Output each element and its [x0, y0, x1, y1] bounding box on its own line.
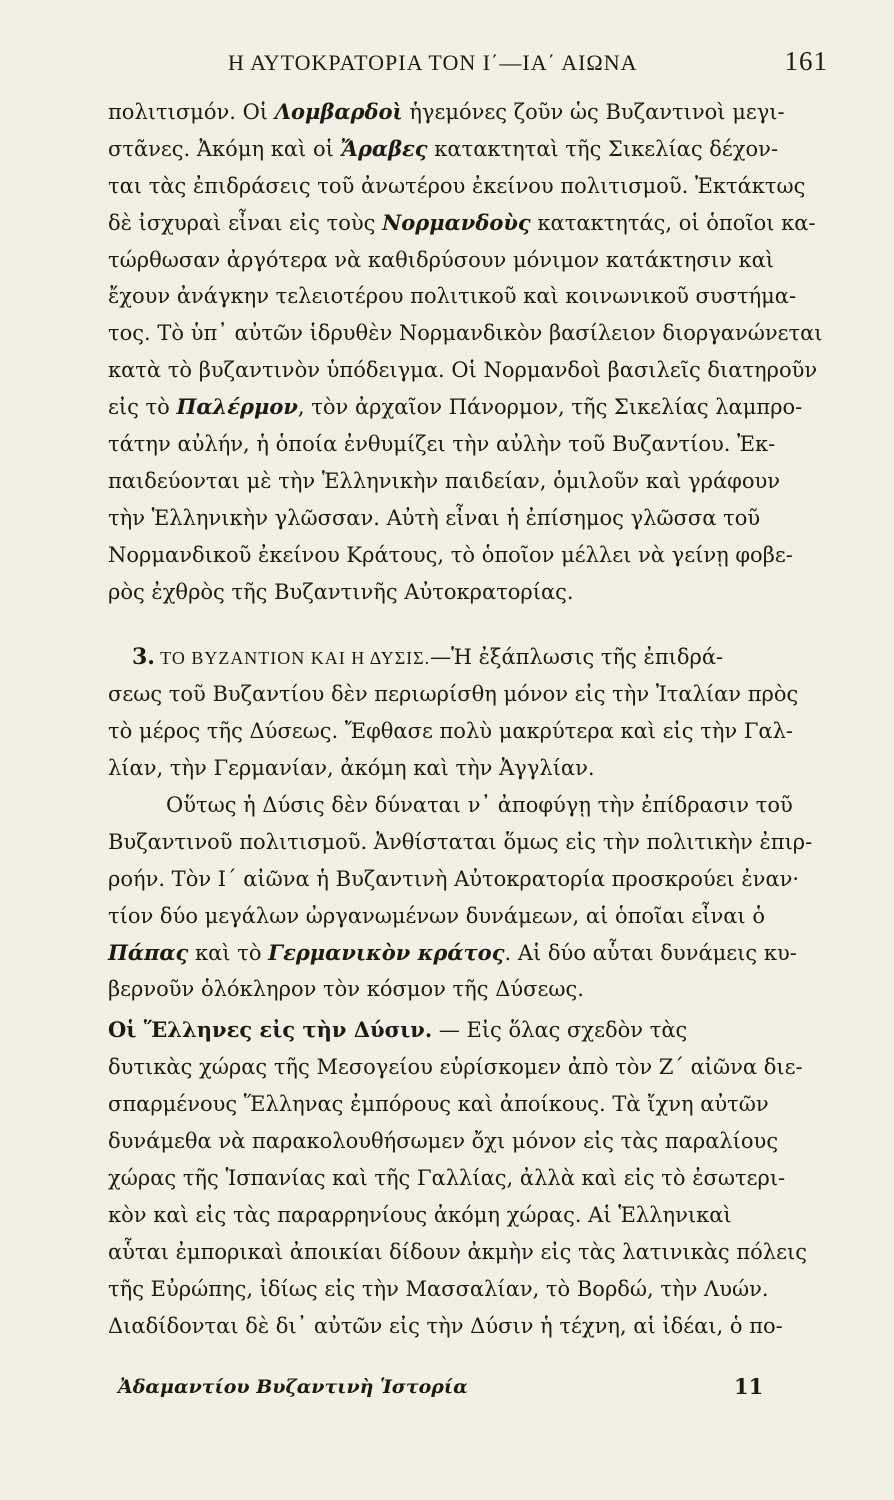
emphasis: Λομβαρδοὶ	[274, 99, 403, 124]
signature-mark: 11	[734, 1374, 764, 1399]
text-line: στᾶνες. Ἀκόμη καὶ οἱ Ἄραβες κατακτηταὶ τῆς Σικελίας δέχον-	[108, 135, 779, 161]
text-line: δυτικὰς χώρας τῆς Μεσογείου εὑρίσκομεν ἀπὸ τὸν Ζ΄ αἰῶνα διε-	[108, 1055, 803, 1080]
body-text	[108, 94, 823, 1344]
emphasis: Παλέρμον	[176, 394, 298, 420]
page-number: 161	[784, 46, 828, 76]
text-line: σεως τοῦ Βυζαντίου δὲν περιωρίσθη μόνον εἰς τὴν Ἰταλίαν πρὸς	[108, 682, 799, 707]
text-line: εἰς τὸ Παλέρμον, τὸν ἀρχαῖον Πάνορμον, τῆς Σικελίας λαμπρο-	[108, 394, 803, 420]
text-line: τώρθωσαν ἀργότερα νὰ καθιδρύσουν μόνιμον κατάκτησιν καὶ	[108, 247, 774, 272]
text-line: ἔχουν ἀνάγκην τελειοτέρου πολιτικοῦ καὶ κοινωνικοῦ συστήμα-	[108, 284, 797, 309]
emphasis: Ἄραβες	[340, 135, 428, 161]
text-line: Βυζαντινοῦ πολιτισμοῦ. Ἀνθίσταται ὅμως εἰς τὴν πολιτικὴν ἐπιρ-	[108, 829, 813, 854]
section-title: ΤΟ ΒΥΖΑΝΤΙΟΝ ΚΑΙ Η ΔΥΣΙΣ.	[154, 648, 431, 669]
text-line: κατὰ τὸ βυζαντινὸν ὑπόδειγμα. Οἱ Νορμανδοὶ βασιλεῖς διατηροῦν	[108, 358, 818, 383]
text-line: Νορμανδικοῦ ἐκείνου Κράτους, τὸ ὁποῖον μέλλει νὰ γείνῃ φοβε-	[108, 542, 793, 567]
text-line: τίον δύο μεγάλων ὠργανωμένων δυνάμεων, αἱ ὁποῖαι εἶναι ὁ	[108, 903, 765, 928]
text-line: βερνοῦν ὁλόκληρον τὸν κόσμον τῆς Δύσεως.	[108, 977, 584, 1002]
page-footer	[118, 1376, 778, 1408]
text-line: σπαρμένους Ἕλληνας ἐμπόρους καὶ ἀποίκους. Τὰ ἴχνη αὐτῶν	[108, 1092, 769, 1117]
text-line: τῆς Εὐρώπης, ἰδίως εἰς τὴν Μασσαλίαν, τὸ Βορδώ, τὴν Λυών.	[108, 1276, 769, 1301]
text-line: χώρας τῆς Ἱσπανίας καὶ τῆς Γαλλίας, ἀλλὰ καὶ εἰς τὸ ἐσωτερι-	[108, 1165, 786, 1190]
text-line: κὸν καὶ εἰς τὰς παραρρηνίους ἀκόμη χώρας. Αἱ Ἑλληνικαὶ	[108, 1202, 732, 1227]
emphasis: Πάπας	[108, 939, 189, 965]
text-line: Οὕτως ἡ Δύσις δὲν δύναται ν᾿ ἀποφύγῃ τὴν ἐπίδρασιν τοῦ	[166, 793, 793, 818]
text-line: αὗται ἐμπορικαὶ ἀποικίαι δίδουν ἀκμὴν εἰς τὰς λατινικὰς πόλεις	[108, 1239, 807, 1264]
emphasis: Νορμανδοὺς	[382, 209, 531, 235]
text-line: παιδεύονται μὲ τὴν Ἑλληνικὴν παιδείαν, ὁμιλοῦν καὶ γράφουν	[108, 468, 780, 493]
subsection-line: Οἱ Ἕλληνες εἰς τὴν Δύσιν. — Εἰς ὅλας σχεδὸν τὰς	[108, 1017, 688, 1043]
footer-book-title: Ἀδαμαντίου Βυζαντινὴ Ἱστορία	[118, 1376, 468, 1398]
text-line: πολιτισμόν. Οἱ Λομβαρδοὶ ἡγεμόνες ζοῦν ὡς Βυζαντινοὶ μεγι-	[108, 99, 785, 124]
text-line: δὲ ἰσχυραὶ εἶναι εἰς τοὺς Νορμανδοὺς κατακτητάς, οἱ ὁποῖοι κα-	[108, 209, 816, 235]
text-line: δυνάμεθα νὰ παρακολουθήσωμεν ὄχι μόνον εἰς τὰς παραλίους	[108, 1129, 779, 1154]
section-number: 3.	[132, 644, 155, 671]
text-line: τάτην αὐλήν, ἡ ὁποία ἐνθυμίζει τὴν αὐλὴν τοῦ Βυζαντίου. Ἐκ-	[108, 432, 776, 457]
text-line: λίαν, τὴν Γερμανίαν, ἀκόμη καὶ τὴν Ἀγγλίαν.	[108, 756, 595, 781]
subsection-title: Οἱ Ἕλληνες εἰς τὴν Δύσιν.	[108, 1017, 433, 1043]
text-line: τος. Τὸ ὑπ᾿ αὐτῶν ἱδρυθὲν Νορμανδικὸν βασίλειον διοργανώνεται	[108, 321, 823, 346]
text-line: ροήν. Τὸν Ι΄ αἰῶνα ἡ Βυζαντινὴ Αὐτοκρατορία προσκρούει ἐναν·	[108, 866, 800, 891]
text-line: Πάπας καὶ τὸ Γερμανικὸν κράτος. Αἱ δύο αὗται δυνάμεις κυ-	[108, 939, 797, 965]
text-line: τὸ μέρος τῆς Δύσεως. Ἔφθασε πολὺ μακρύτερα καὶ εἰς τὴν Γαλ-	[108, 719, 794, 744]
text-line: ται τὰς ἐπιδράσεις τοῦ ἀνωτέρου ἐκείνου πολιτισμοῦ. Ἐκτάκτως	[108, 173, 806, 198]
text-line: τὴν Ἑλληνικὴν γλῶσσαν. Αὐτὴ εἶναι ἡ ἐπίσημος γλῶσσα τοῦ	[108, 505, 761, 530]
text-line: Διαδίδονται δὲ δι᾿ αὐτῶν εἰς τὴν Δύσιν ἡ τέχνη, αἱ ἰδέαι, ὁ πο-	[108, 1313, 783, 1338]
emphasis: Γερμανικὸν κράτος	[268, 939, 505, 965]
running-header	[228, 44, 828, 84]
text-line: ρὸς ἐχθρὸς τῆς Βυζαντινῆς Αὐτοκρατορίας.	[108, 579, 574, 604]
header-title: Η ΑΥΤΟΚΡΑΤΟΡΙΑ ΤΟΝ Ι΄—ΙΑ΄ ΑΙΩΝΑ	[228, 50, 638, 75]
section-heading-line: 3. ΤΟ ΒΥΖΑΝΤΙΟΝ ΚΑΙ Η ΔΥΣΙΣ.—Ἡ ἐξάπλωσις τῆς ἐπιδρά-	[132, 644, 724, 671]
